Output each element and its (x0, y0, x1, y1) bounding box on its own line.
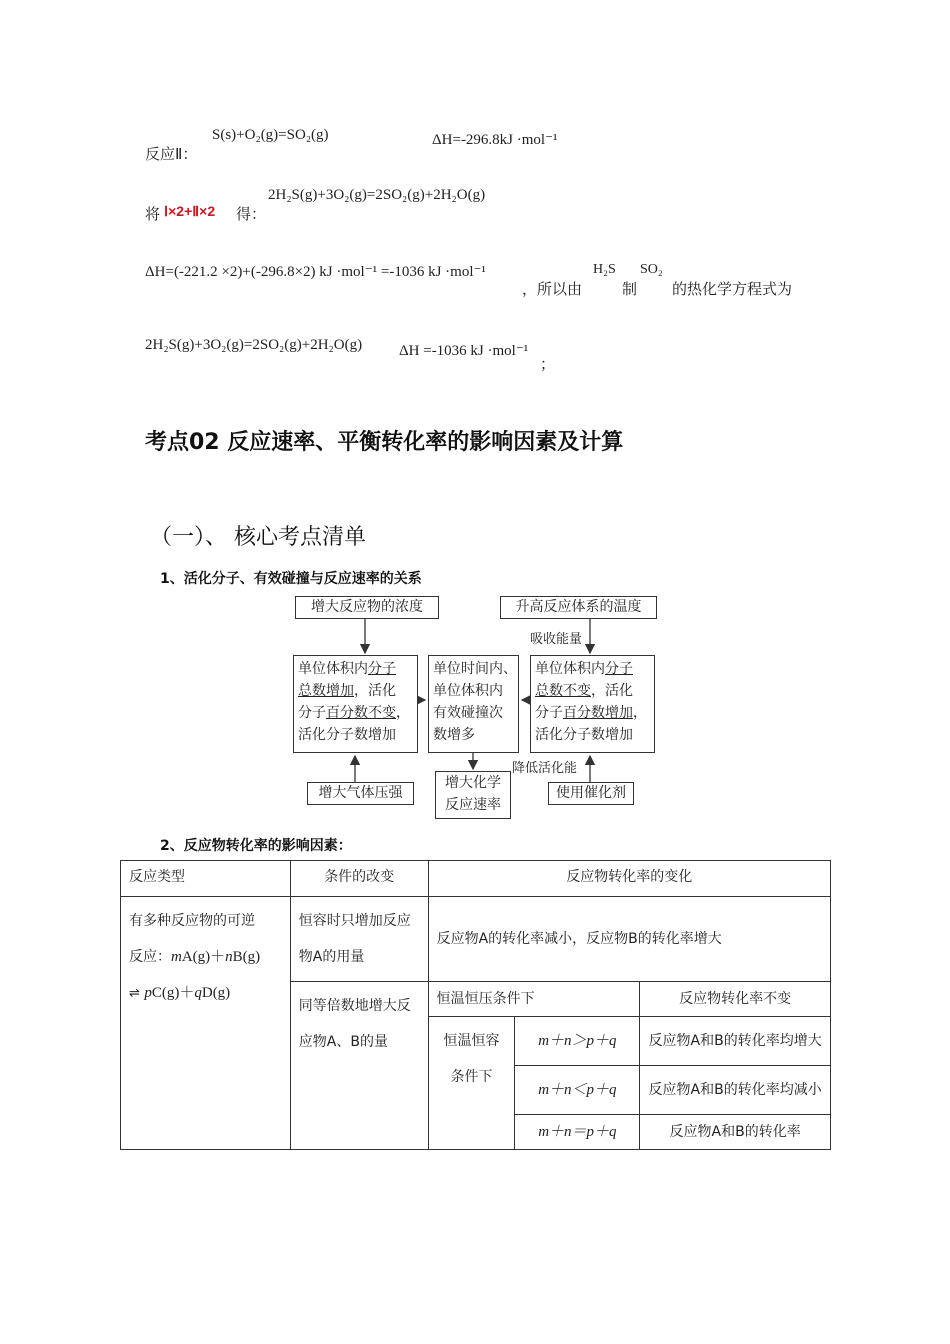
box-left-line4: 活化分子数增加 (298, 727, 396, 743)
label-lower-activation-energy: 降低活化能 (512, 761, 578, 776)
box-left-line2: 总数增加，活化 (298, 683, 396, 699)
cell-result-case-3: 反应物A和B的转化率 (640, 1115, 831, 1150)
box-middle-line3: 有效碰撞次 (433, 705, 503, 721)
combine-prefix: 将 (145, 205, 161, 223)
box-middle-effect (428, 655, 519, 753)
result-end: ； (540, 355, 556, 373)
calc-species-so2: SO₂ (640, 262, 663, 277)
section-title: 考点02 反应速率、平衡转化率的影响因素及计算 (145, 430, 624, 455)
reaction2-equation: S(s)+O₂(g)=SO₂(g) (212, 127, 329, 143)
cell-case-2: m＋n＜p＋q (515, 1066, 640, 1115)
reaction-type-line1: 有多种反应物的可逆 (129, 913, 255, 929)
cell-const-pressure: 恒温恒压条件下 (428, 982, 640, 1017)
box-increase-concentration (295, 596, 439, 619)
reaction-type-line3: ⇌ pC(g)＋qD(g) (129, 985, 231, 1001)
box-increase-rate (435, 771, 511, 819)
box-left-line1: 单位体积内分子 (298, 661, 396, 677)
combine-operation: Ⅰ×2+Ⅱ×2 (164, 203, 216, 219)
combine-equation: 2H₂S(g)+3O₂(g)=2SO₂(g)+2H₂O(g) (268, 187, 486, 203)
box-raise-temperature-text: 升高反应体系的温度 (515, 599, 642, 615)
cell-reaction-type (121, 897, 291, 1150)
cell-result-const-pressure: 反应物转化率不变 (640, 982, 831, 1017)
cell-result-case-2: 反应物A和B的转化率均减小 (640, 1066, 831, 1115)
box-raise-temperature (500, 596, 657, 619)
result-equation: 2H₂S(g)+3O₂(g)=2SO₂(g)+2H₂O(g) (145, 337, 363, 353)
header-condition-change: 条件的改变 (290, 861, 428, 897)
label-absorb-energy: 吸收能量 (530, 632, 583, 647)
header-reaction-type: 反应类型 (121, 861, 291, 897)
reaction2-enthalpy: ΔH=-296.8kJ ·mol⁻¹ (432, 132, 558, 148)
box-right-line4: 活化分子数增加 (535, 727, 633, 743)
item1-title: 1、活化分子、有效碰撞与反应速率的关系 (160, 571, 422, 587)
reaction2-label: 反应Ⅱ： (145, 145, 198, 163)
box-right-line2: 总数不变，活化 (535, 683, 633, 699)
reversible-arrow-icon: ⇌ (129, 986, 140, 1001)
box-middle-line1: 单位时间内、 (433, 661, 517, 677)
calc-text-c: 的热化学方程式为 (672, 280, 793, 298)
table-row (121, 897, 831, 982)
reaction-type-line2: 反应：mA(g)＋nB(g) (129, 949, 261, 965)
table-header-row (121, 861, 831, 897)
combine-suffix: 得： (236, 205, 267, 223)
box-increase-pressure (307, 782, 414, 805)
conversion-factors-table (120, 860, 831, 1150)
box-right-line1: 单位体积内分子 (535, 661, 633, 677)
cell-case-1: m＋n＞p＋q (515, 1017, 640, 1066)
calc-text-a: ，所以由 (522, 280, 583, 298)
cell-condition-1: 恒容时只增加反应物A的用量 (290, 897, 428, 982)
cell-case-3: m＋n＝p＋q (515, 1115, 640, 1150)
box-left-line3: 分子百分数不变， (298, 705, 410, 721)
box-increase-pressure-text: 增大气体压强 (318, 785, 403, 801)
box-rate-line2: 反应速率 (445, 797, 501, 813)
box-use-catalyst (548, 782, 634, 805)
box-middle-line2: 单位体积内 (433, 683, 503, 699)
item2-title: 2、反应物转化率的影响因素： (160, 838, 352, 854)
cell-result-case-1: 反应物A和B的转化率均增大 (640, 1017, 831, 1066)
result-enthalpy: ΔH =-1036 kJ ·mol⁻¹ (399, 343, 529, 359)
calc-expression: ΔH=(-221.2 ×2)+(-296.8×2) kJ ·mol⁻¹ =-1036 kJ ·mol⁻¹ (145, 264, 486, 280)
subsection-title: （一）、 核心考点清单 (150, 525, 366, 550)
calc-species-h2s: H₂S (593, 262, 616, 277)
box-increase-concentration-text: 增大反应物的浓度 (311, 599, 423, 615)
box-left-effect (293, 655, 418, 753)
box-use-catalyst-text: 使用催化剂 (556, 785, 626, 801)
cell-condition-2: 同等倍数地增大反应物A、B的量 (290, 982, 428, 1150)
box-middle-line4: 数增多 (433, 727, 475, 743)
cell-const-volume: 恒温恒容条件下 (428, 1017, 515, 1150)
box-rate-line1: 增大化学 (445, 775, 501, 791)
header-conversion-change: 反应物转化率的变化 (428, 861, 830, 897)
calc-text-b: 制 (622, 280, 638, 298)
cell-result-1: 反应物A的转化率减小，反应物B的转化率增大 (428, 897, 830, 982)
box-right-line3: 分子百分数增加， (535, 705, 647, 721)
box-right-effect (530, 655, 655, 753)
